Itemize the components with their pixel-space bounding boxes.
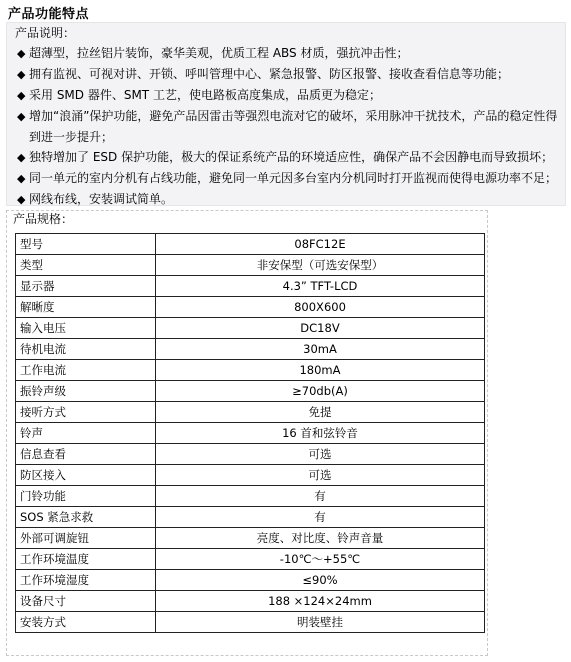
feature-text: 采用 SMD 器件、SMT 工艺，使电路板高度集成，品质更为稳定； (29, 88, 381, 102)
spec-key: 工作环境湿度 (16, 570, 156, 591)
feature-item (7, 168, 565, 189)
feature-list (7, 43, 565, 210)
spec-key: 安装方式 (16, 612, 156, 633)
feature-text: 增加“浪涌”保护功能，避免产品因雷击等强烈电流对它的破坏，采用脉冲干扰技术，产品的稳定性得到进一步提升； (29, 109, 558, 144)
table-row (16, 234, 485, 255)
spec-value: 明装壁挂 (156, 612, 485, 633)
spec-key: 门铃功能 (16, 486, 156, 507)
spec-value: 188 ×124×24mm (156, 591, 485, 612)
spec-value: 180mA (156, 360, 485, 381)
spec-table (15, 233, 485, 633)
spec-value: ≥70db(A) (156, 381, 485, 402)
diamond-bullet-icon: ◆ (17, 151, 26, 164)
table-row (16, 360, 485, 381)
spec-key: 接听方式 (16, 402, 156, 423)
feature-item (7, 64, 565, 85)
table-row (16, 402, 485, 423)
spec-key: 显示器 (16, 276, 156, 297)
table-row (16, 570, 485, 591)
spec-key: 输入电压 (16, 318, 156, 339)
table-row (16, 549, 485, 570)
table-row (16, 507, 485, 528)
spec-value: 有 (156, 507, 485, 528)
spec-key: 待机电流 (16, 339, 156, 360)
feature-item (7, 189, 565, 210)
table-row (16, 297, 485, 318)
feature-item (7, 147, 565, 168)
spec-key: 解晰度 (16, 297, 156, 318)
spec-value: 可选 (156, 465, 485, 486)
spec-key: SOS 紧急求救 (16, 507, 156, 528)
spec-value: 有 (156, 486, 485, 507)
spec-value: 16 首和弦铃音 (156, 423, 485, 444)
table-row (16, 612, 485, 633)
spec-key: 铃声 (16, 423, 156, 444)
table-row (16, 591, 485, 612)
spec-key: 工作电流 (16, 360, 156, 381)
table-row (16, 276, 485, 297)
table-row (16, 255, 485, 276)
spec-key: 振铃声级 (16, 381, 156, 402)
table-row (16, 528, 485, 549)
feature-text: 超薄型，拉丝铝片装饰，豪华美观，优质工程 ABS 材质，强抗冲击性； (29, 46, 409, 60)
spec-key: 信息查看 (16, 444, 156, 465)
feature-item (7, 106, 565, 147)
spec-value: 可选 (156, 444, 485, 465)
spec-value: DC18V (156, 318, 485, 339)
table-row (16, 465, 485, 486)
diamond-bullet-icon: ◆ (17, 47, 26, 60)
feature-text: 网线布线，安装调试简单。 (29, 192, 174, 206)
feature-item (7, 85, 565, 106)
table-row (16, 381, 485, 402)
spec-value: 800X600 (156, 297, 485, 318)
table-row (16, 318, 485, 339)
diamond-bullet-icon: ◆ (17, 193, 26, 206)
spec-value: 亮度、对比度、铃声音量 (156, 528, 485, 549)
feature-text: 拥有监视、可视对讲、开锁、呼叫管理中心、紧急报警、防区报警、接收查看信息等功能； (29, 67, 510, 81)
spec-key: 工作环境温度 (16, 549, 156, 570)
product-description (6, 22, 566, 206)
feature-text: 独特增加了 ESD 保护功能，极大的保证系统产品的环境适应性，确保产品不会因静电而导致损坏； (29, 150, 554, 164)
diamond-bullet-icon: ◆ (17, 172, 26, 185)
spec-key: 外部可调旋钮 (16, 528, 156, 549)
spec-value: 非安保型（可选安保型） (156, 255, 485, 276)
spec-value: ≤90% (156, 570, 485, 591)
spec-value: 30mA (156, 339, 485, 360)
page-title: 产品功能特点 (8, 7, 90, 22)
spec-key: 类型 (16, 255, 156, 276)
feature-text: 同一单元的室内分机有占线功能，避免同一单元因多台室内分机同时打开监视而使得电源功率不足； (29, 171, 558, 185)
diamond-bullet-icon: ◆ (17, 110, 26, 123)
spec-key: 设备尺寸 (16, 591, 156, 612)
spec-label: 产品规格： (13, 212, 74, 226)
diamond-bullet-icon: ◆ (17, 68, 26, 81)
spec-section (6, 210, 488, 656)
table-row (16, 486, 485, 507)
spec-value: 4.3” TFT-LCD (156, 276, 485, 297)
table-row (16, 444, 485, 465)
spec-key: 型号 (16, 234, 156, 255)
spec-key: 防区接入 (16, 465, 156, 486)
table-row (16, 339, 485, 360)
description-label: 产品说明： (15, 26, 76, 40)
table-row (16, 423, 485, 444)
spec-value: -10℃～+55℃ (156, 549, 485, 570)
spec-value: 08FC12E (156, 234, 485, 255)
diamond-bullet-icon: ◆ (17, 89, 26, 102)
feature-item (7, 43, 565, 64)
spec-value: 免提 (156, 402, 485, 423)
